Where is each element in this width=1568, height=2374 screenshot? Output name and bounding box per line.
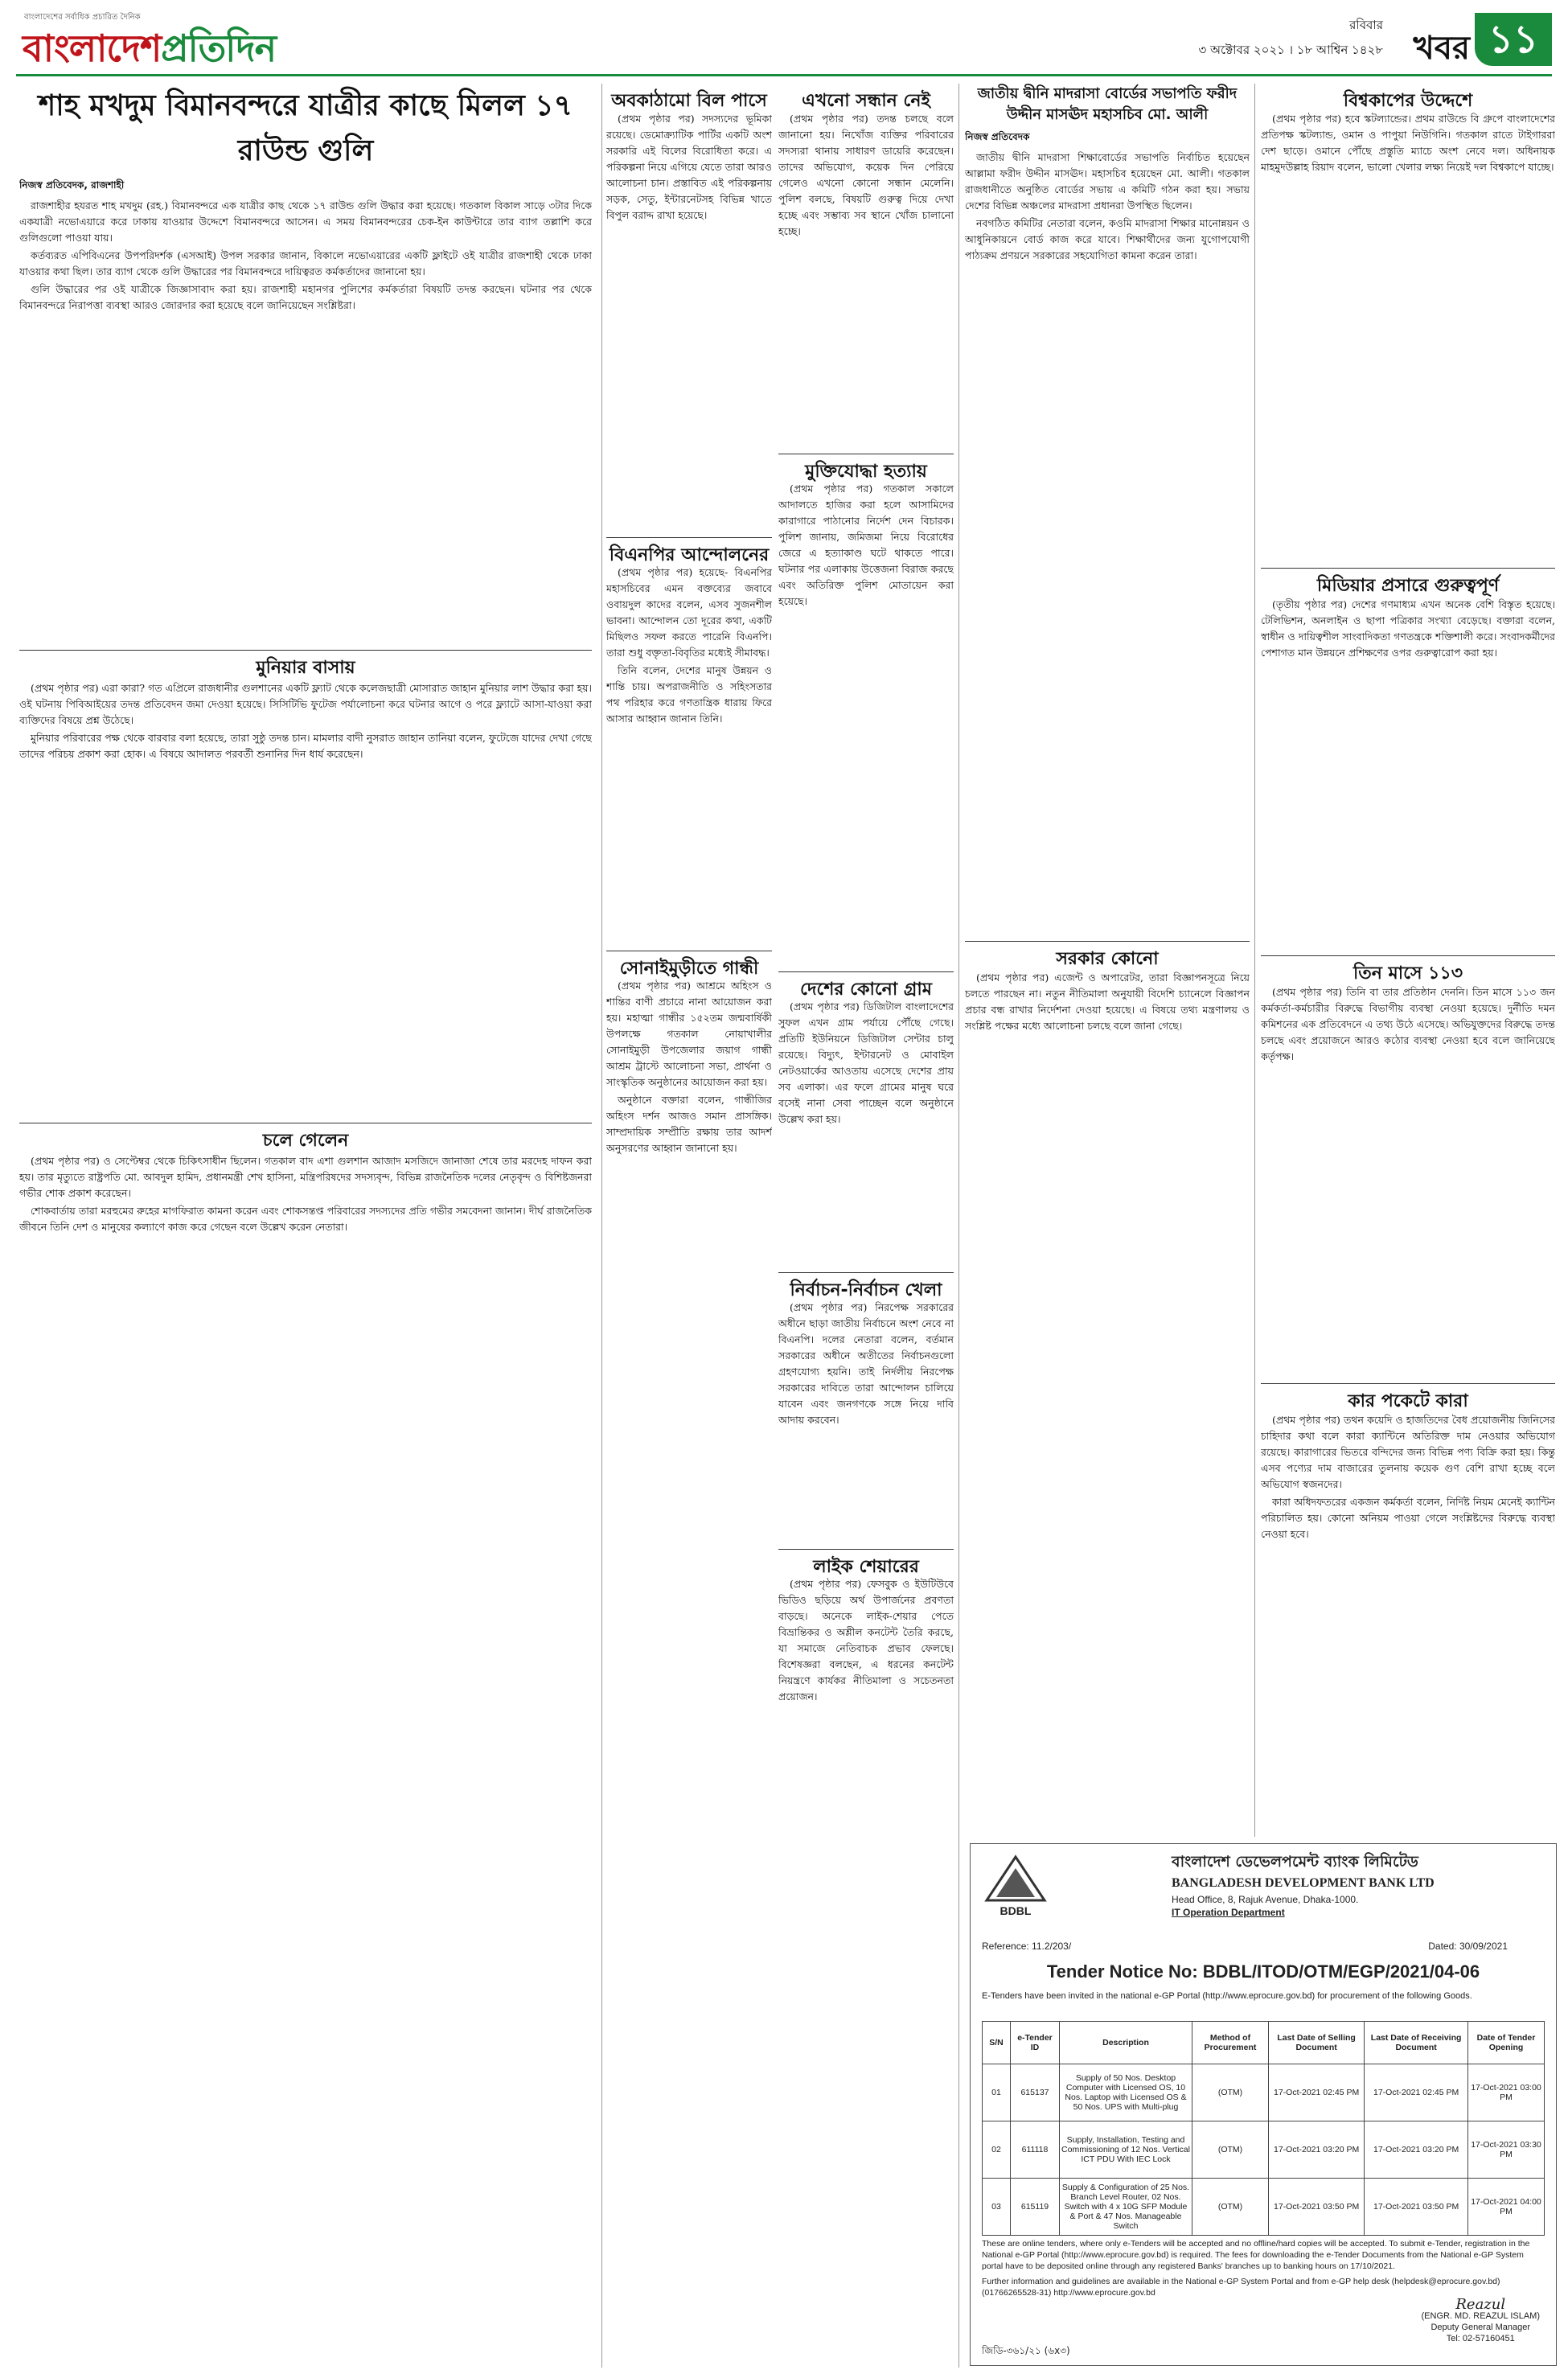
paragraph: জাতীয় দ্বীনি মাদরাসা শিক্ষাবোর্ডের সভাপতি নির্বাচিত হয়েছেন আল্লামা ফরীদ উদ্দীন মাসঊদ। মহাসচিব হয়েছেন মো. আলী। গতকাল রাজধানীতে অনুষ্ঠিত বোর্ডের সভায় এ কমিটি গঠন করা হয়। সভায় দেশের বিভিন্ন অঞ্চলের মাদরাসা প্রধানরা উপস্থিত ছিলেন। xyxy=(965,151,1250,212)
column-header: S/N xyxy=(983,2022,1011,2064)
paragraph: কর্তব্যরত এপিবিএনের উপপরিদর্শক (এসআই) উপল সরকার জানান, বিকালে নভোএয়ারের একটি ফ্লাইটে ওই যাত্রীর রাজশাহী থেকে ঢাকা যাওয়ার কথা ছিল। তার ব্যাগ থেকে গুলি উদ্ধারের পর বিমানবন্দরে দায়িত্বরত কর্মকর্তাদের জানানো হয়। xyxy=(19,249,592,277)
table-cell: 01 xyxy=(983,2064,1011,2121)
paragraph: মুনিয়ার পরিবারের পক্ষ থেকে বারবার বলা হয়েছে, তারা সুষ্ঠু তদন্ত চান। মামলার বাদী নুসরাত জাহান তানিয়া বলেন, ফুটেজে যাদের দেখা গেছে তাদের পরিচয় প্রকাশ করা হোক। এ বিষয়ে আদালত পরবর্তী শুনানির দিন ধার্য করেছেন। xyxy=(19,732,592,760)
dateline xyxy=(1199,16,1383,66)
masthead-divider xyxy=(16,74,1552,76)
table-cell: 615119 xyxy=(1011,2179,1060,2236)
paragraph: নবগঠিত কমিটির নেতারা বলেন, কওমি মাদরাসা শিক্ষার মানোন্নয়ন ও আধুনিকায়নে বোর্ড কাজ করে যাবে। শিক্ষার্থীদের জন্য যুগোপযোগী পাঠ্যক্রম প্রণয়নে সরকারের সহযোগিতা কামনা করেন তারা। xyxy=(965,217,1250,261)
table-cell: Supply of 50 Nos. Desktop Computer with Licensed OS, 10 Nos. Laptop with Licensed OS & 50 Nos. UPS with Multi-plug xyxy=(1060,2064,1192,2121)
signature: Reazul xyxy=(1455,2296,1506,2313)
table-cell: 17-Oct-2021 03:20 PM xyxy=(1365,2121,1468,2179)
table-row xyxy=(983,2121,1545,2179)
paragraph: (প্রথম পৃষ্ঠার পর) ও সেপ্টেম্বর থেকে চিকিৎসাধীন ছিলেন। গতকাল বাদ এশা গুলশান আজাদ মসজিদে জানাজা শেষে তার মরদেহ দাফন করা হয়। তার মৃত্যুতে রাষ্ট্রপতি মো. আবদুল হামিদ, প্রধানমন্ত্রী শেখ হাসিনা, মন্ত্রিপরিষদের সদস্যবৃন্দ, বিভিন্ন রাজনৈতিক দলের নেতৃবৃন্দ ও বিশিষ্টজনরা গভীর শোক প্রকাশ করেছেন। xyxy=(19,1155,592,1199)
table-header-row xyxy=(983,2022,1545,2064)
main-byline: নিজস্ব প্রতিবেদক, রাজশাহী xyxy=(19,179,125,191)
bank-name-en: BANGLADESH DEVELOPMENT BANK LTD xyxy=(1172,1876,1435,1890)
table-cell: 02 xyxy=(983,2121,1011,2179)
paragraph: (প্রথম পৃষ্ঠার পর) এজেন্ট ও অপারেটর, তারা বিজ্ঞাপনসূত্রে নিয়ে চলতে পারছেন না। নতুন নীতিমালা অনুযায়ী বিদেশি চ্যানেলে বিজ্ঞাপন প্রচার বন্ধ রাখার নির্দেশনা দেওয়া হয়েছে। এ বিষয়ে তথ্য মন্ত্রণালয় ও সংশ্লিষ্ট পক্ষের মধ্যে আলোচনা চলছে বলে জানা গেছে। xyxy=(965,971,1250,1032)
column-header: Last Date of Receiving Document xyxy=(1365,2022,1468,2064)
column-header: Description xyxy=(1060,2022,1192,2064)
note: These are online tenders, where only e-Tenders will be accepted and no offline/hard copies will be accepted. To submit e-Tender, registration in the National e-GP Portal (http://www.eprocure.gov.bd) is required. The fees for downloading the e-Tender Documents from the National e-GP System portal have to be deposited online through any registered Banks' branches up to banking hours on 17/10/2021. xyxy=(982,2239,1530,2271)
chole-gelen-headline: চলে গেলেন xyxy=(19,1123,592,1156)
table-cell: 17-Oct-2021 02:45 PM xyxy=(1365,2064,1468,2121)
like-story xyxy=(778,1576,954,2364)
madrasa-headline: জাতীয় দ্বীনি মাদরাসা বোর্ডের সভাপতি ফরীদ উদ্দীন মাসঊদ মহাসচিব মো. আলী xyxy=(977,85,1238,123)
reference: Reference: 11.2/203/ xyxy=(982,1941,1072,1952)
dated: Dated: 30/09/2021 xyxy=(1428,1941,1508,1952)
paragraph: (প্রথম পৃষ্ঠার পর) হয়েছে- বিএনপির মহাসচিবের এমন বক্তব্যের জবাবে ওবায়দুল কাদের বলেন, এসব সুজনশীল ভাবনা। আন্দোলন তো দূরের কথা, একটি মিছিলও সফল করতে পারেনি বিএনপি। তারা শুধু বক্তৃতা-বিবৃতির মধ্যেই সীমাবদ্ধ। xyxy=(606,566,772,659)
table-cell: 17-Oct-2021 03:50 PM xyxy=(1365,2179,1468,2236)
paragraph: (প্রথম পৃষ্ঠার পর) নিরপেক্ষ সরকারের অধীনে ছাড়া জাতীয় নির্বাচনে অংশ নেবে না বিএনপি। দলের নেতারা বলেন, বর্তমান সরকারের অধীনে অতীতের নির্বাচনগুলো গ্রহণযোগ্য হয়নি। তাই নির্দলীয় নিরপেক্ষ সরকারের দাবিতে তারা আন্দোলন চালিয়ে যাবেন এবং জনগণকে সঙ্গে নিয়ে দাবি আদায় করবেন। xyxy=(778,1301,954,1426)
note: Further information and guidelines are available in the National e-GP System Portal and from e-GP help desk (helpdesk@eprocure.gov.bd) (01766265528-31) http://www.eprocure.gov.bd xyxy=(982,2277,1500,2298)
masthead-tagline: বাংলাদেশের সর্বাধিক প্রচারিত দৈনিক xyxy=(24,13,141,22)
section-title: খবর xyxy=(1413,30,1470,67)
logo-text: BDBL xyxy=(999,1904,1032,1917)
paragraph: শোকবার্তায় তারা মরহুমের রুহের মাগফিরাত কামনা করেন এবং শোকসন্তপ্ত পরিবারের সদস্যদের প্রতি গভীর সমবেদনা জানান। দীর্ঘ রাজনৈতিক জীবনে তিনি দেশ ও মানুষের কল্যাণে কাজ করে গেছেন বলে উল্লেখ করেন নেতারা। xyxy=(19,1205,592,1233)
table-cell: 17-Oct-2021 02:45 PM xyxy=(1269,2064,1365,2121)
nirbachon-story xyxy=(778,1300,954,1541)
kar-pocket-story xyxy=(1261,1412,1555,1830)
ekhono-story xyxy=(778,111,954,449)
table-row xyxy=(983,2179,1545,2236)
paragraph: রাজশাহীর হযরত শাহ মখদুম (রহ.) বিমানবন্দরে এক যাত্রীর কাছ থেকে ১৭ রাউন্ড গুলি উদ্ধার করা হয়েছে। গতকাল বিকাল সাড়ে ৩টার দিকে একযাত্রী নভোএয়ারে করে ঢাকায় যাওয়ার উদ্দেশে বিমানবন্দরে আসেন। এ সময় বিমানবন্দরের চেক-ইন কাউন্টারে তার ব্যাগ তল্লাশি করে গুলিগুলো পাওয়া যায়। xyxy=(19,199,592,244)
paragraph: (প্রথম পৃষ্ঠার পর) তথন কয়েদি ও হাজতিদের বৈধ প্রয়োজনীয় জিনিসের চাহিদার কথা বলে কারা ক্যান্টিনে অতিরিক্ত দাম নেওয়ার অভিযোগ রয়েছে। কারাগারের ভিতরে বন্দিদের জন্য বিভিন্ন পণ্য বিক্রি করা হয়। কিন্তু এসব পণ্যের দাম বাজারের তুলনায় কয়েক গুণ বেশি রাখা হচ্ছে বলে অভিযোগ স্বজনদের। xyxy=(1261,1414,1555,1490)
muniya-story xyxy=(19,680,592,1115)
table-cell: 17-Oct-2021 03:20 PM xyxy=(1269,2121,1365,2179)
paragraph: (প্রথম পৃষ্ঠার পর) আশ্রমে অহিংস ও শান্তির বাণী প্রচারে নানা আয়োজন করা হয়। মহাত্মা গান্ধীর ১৫২তম জন্মবার্ষিকী উপলক্ষে গতকাল নোয়াখালীর সোনাইমুড়ী উপজেলার জয়াগ গান্ধী আশ্রম ট্রাস্টে আলোচনা সভা, প্রার্থনা ও সাংস্কৃতিক অনুষ্ঠানের আয়োজন করা হয়। xyxy=(606,980,772,1088)
tender-table xyxy=(982,2021,1545,2236)
table-cell: 611118 xyxy=(1011,2121,1060,2179)
bnp-headline: বিএনপির আন্দোলনের xyxy=(606,537,772,571)
bnp-story xyxy=(606,565,772,943)
obokathamo-story xyxy=(606,111,772,529)
paragraph: (প্রথম পৃষ্ঠার পর) তিনি বা তার প্রতিষ্ঠান দেননি। তিন মাসে ১১৩ জন কর্মকর্তা-কর্মচারীর বিরুদ্ধে বিভাগীয় ব্যবস্থা নেওয়া হয়েছে। দুর্নীতি দমন কমিশনের এক প্রতিবেদনে এ তথ্য উঠে এসেছে। অভিযুক্তদের বিরুদ্ধে তদন্ত চলছে এবং প্রয়োজনে আরও কঠোর ব্যবস্থা নেওয়া হবে বলে জানিয়েছে কর্তৃপক্ষ। xyxy=(1261,986,1555,1062)
muktijoddha-story xyxy=(778,481,954,963)
table-cell: (OTM) xyxy=(1192,2179,1269,2236)
column-header: e-Tender ID xyxy=(1011,2022,1060,2064)
bishwakap-story xyxy=(1261,111,1555,561)
column-divider xyxy=(601,84,602,2368)
paragraph: (প্রথম পৃষ্ঠার পর) ডিজিটাল বাংলাদেশের সুফল এখন গ্রাম পর্যায়ে পৌঁছে গেছে। প্রতিটি ইউনিয়নে ডিজিটাল সেন্টার চালু রয়েছে। বিদ্যুৎ, ইন্টারনেট ও মোবাইল নেটওয়ার্কের আওতায় এসেছে দেশের প্রায় সব এলাকা। এর ফলে গ্রামের মানুষ ঘরে বসেই নানা সেবা পাচ্ছেন বলে অনুষ্ঠানে উল্লেখ করা হয়। xyxy=(778,1000,954,1125)
masthead-logo xyxy=(23,21,276,82)
dfp-id: জিডি-৩৬১/২১ (৬x৩) xyxy=(982,2345,1070,2356)
signer-tel: Tel: 02-57160451 xyxy=(1446,2334,1515,2343)
kar-pocket-headline: কার পকেটে কারা xyxy=(1261,1383,1555,1417)
paragraph: গুলি উদ্ধারের পর ওই যাত্রীকে জিজ্ঞাসাবাদ করা হয়। রাজশাহী মহানগর পুলিশের কর্মকর্তারা বিষয়টি তদন্ত করছেন। ঘটনার পর থেকে বিমানবন্দরে নিরাপত্তা ব্যবস্থা আরও জোরদার করা হয়েছে বলে জানিয়েছেন সংশ্লিষ্টরা। xyxy=(19,283,592,311)
page-number: ১১ xyxy=(1475,13,1552,66)
tin-mase-story xyxy=(1261,984,1555,1377)
column-header: Method of Procurement xyxy=(1192,2022,1269,2064)
ekhono-headline: এখনো সন্ধান নেই xyxy=(802,91,930,111)
column-divider xyxy=(1254,84,1255,1837)
madrasa-story xyxy=(965,84,1250,936)
desh-story xyxy=(778,999,954,1264)
table-cell: 17-Oct-2021 03:30 PM xyxy=(1467,2121,1544,2179)
bishwakap-headline: বিশ্বকাপের উদ্দেশে xyxy=(1343,91,1473,111)
tender-title: Tender Notice No: BDBL/ITOD/OTM/EGP/2021/04-06 xyxy=(1046,1961,1480,1982)
gandhi-headline: সোনাইমুড়ীতে গান্ধী xyxy=(606,951,772,984)
sarkar-story xyxy=(965,970,1250,1830)
sarkar-headline: সরকার কোনো xyxy=(965,941,1250,975)
signer-name: (ENGR. MD. REAZUL ISLAM) xyxy=(1421,2311,1540,2321)
bdbl-logo-icon xyxy=(982,1852,1049,1920)
table-cell: (OTM) xyxy=(1192,2064,1269,2121)
like-headline: লাইক শেয়ারের xyxy=(778,1549,954,1583)
tender-notice xyxy=(970,1843,1557,2366)
paragraph: (প্রথম পৃষ্ঠার পর) গতকাল সকালে আদালতে হাজির করা হলে আসামিদের কারাগারে পাঠানোর নির্দেশ দেন বিচারক। পুলিশ জানায়, জমিজমা নিয়ে বিরোধের জেরে এ হত্যাকাণ্ড ঘটে থাকতে পারে। ঘটনার পর এলাকায় উত্তেজনা বিরাজ করছে এবং অতিরিক্ত পুলিশ মোতায়েন করা হয়েছে। xyxy=(778,483,954,607)
paragraph: (প্রথম পৃষ্ঠার পর) হবে স্কটল্যান্ডের। প্রথম রাউন্ডে বি গ্রুপে বাংলাদেশের প্রতিপক্ষ স্কটল্যান্ড, ওমান ও পাপুয়া নিউগিনি। গতকাল রাতে টাইগাররা দেশ ছাড়ে। ওমানে পৌঁছে প্রস্তুতি ম্যাচে অংশ নেবে দল। অধিনায়ক মাহমুদউল্লাহ রিয়াদ বলেন, ভালো খেলার লক্ষ্য নিয়েই দল বিশ্বকাপে যাচ্ছে। xyxy=(1261,113,1555,173)
table-cell: 17-Oct-2021 04:00 PM xyxy=(1467,2179,1544,2236)
muniya-headline: মুনিয়ার বাসায় xyxy=(19,650,592,684)
paragraph: (তৃতীয় পৃষ্ঠার পর) দেশের গণমাধ্যম এখন অনেক বেশি বিস্তৃত হয়েছে। টেলিভিশন, অনলাইন ও ছাপা পত্রিকার সংখ্যা বেড়েছে। বক্তারা বলেন, স্বাধীন ও দায়িত্বশীল সাংবাদিকতা গণতন্ত্রকে শক্তিশালী করে। সংবাদকর্মীদের পেশাগত মান উন্নয়নে প্রশিক্ষণের ওপর গুরুত্বারোপ করা হয়। xyxy=(1261,598,1555,659)
column-header: Date of Tender Opening xyxy=(1467,2022,1544,2064)
media-story xyxy=(1261,597,1555,949)
muktijoddha-headline: মুক্তিযোদ্ধা হত্যায় xyxy=(778,454,954,487)
table-cell: Supply & Configuration of 25 Nos. Branch Level Router, 02 Nos. Switch with 4 x 10G SFP Module & Port & 47 Nos. Manageable Switch xyxy=(1060,2179,1192,2236)
table-cell: 03 xyxy=(983,2179,1011,2236)
paragraph: (প্রথম পৃষ্ঠার পর) ফেসবুক ও ইউটিউবে ভিডিও ছড়িয়ে অর্থ উপার্জনের প্রবণতা বাড়ছে। অনেকে লাইক-শেয়ার পেতে বিভ্রান্তিকর ও অশ্লীল কনটেন্ট তৈরি করছে, যা সমাজে নেতিবাচক প্রভাব ফেলছে। বিশেষজ্ঞরা বলছেন, এ ধরনের কনটেন্ট নিয়ন্ত্রণে কার্যকর নীতিমালা ও সচেতনতা প্রয়োজন। xyxy=(778,1578,954,1702)
main-story xyxy=(19,84,592,727)
bank-name-bn: বাংলাদেশ ডেভেলপমেন্ট ব্যাংক লিমিটেড xyxy=(1172,1853,1418,1871)
logo-red-text: বাংলাদেশ xyxy=(23,27,162,70)
signature-block xyxy=(1421,2296,1541,2344)
table-cell: 615137 xyxy=(1011,2064,1060,2121)
nirbachon-headline: নির্বাচন-নির্বাচন খেলা xyxy=(778,1272,954,1306)
tin-mase-headline: তিন মাসে ১১৩ xyxy=(1261,955,1555,989)
paragraph: তিনি বলেন, দেশের মানুষ উন্নয়ন ও শান্তি চায়। অপরাজনীতি ও সহিংসতার পথ পরিহার করে গণতান্ত্রিক ধারায় ফিরে আসার আহ্বান জানান তিনি। xyxy=(606,664,772,725)
table-cell: Supply, Installation, Testing and Commissioning of 12 Nos. Vertical ICT PDU With IEC Lock xyxy=(1060,2121,1192,2179)
desh-headline: দেশের কোনো গ্রাম xyxy=(778,971,954,1005)
masthead xyxy=(16,6,1552,80)
table-row xyxy=(983,2064,1545,2121)
media-headline: মিডিয়ার প্রসারে গুরুত্বপূর্ণ xyxy=(1261,568,1555,602)
paragraph: (প্রথম পৃষ্ঠার পর) সদস্যদের ভূমিকা রয়েছে। ডেমোক্র্যাটিক পার্টির একটি অংশ সরকারি এই বিলের বিরোধিতা করে। এ পরিকল্পনা নিয়ে এগিয়ে যেতে তারা আরও আলোচনা চান। প্রস্তাবিত এই পরিকল্পনায় সড়ক, সেতু, ইন্টারনেটসহ বিভিন্ন খাতে বিপুল বরাদ্দ রাখা হয়েছে। xyxy=(606,113,772,221)
column-header: Last Date of Selling Document xyxy=(1269,2022,1365,2064)
column-divider xyxy=(958,84,959,2368)
bank-address: Head Office, 8, Rajuk Avenue, Dhaka-1000. xyxy=(1172,1894,1359,1905)
chole-gelen-story xyxy=(19,1153,592,2360)
paragraph: কারা অধিদফতরের একজন কর্মকর্তা বলেন, নির্দিষ্ট নিয়ম মেনেই ক্যান্টিন পরিচালিত হয়। কোনো অনিয়ম পাওয়া গেলে সংশ্লিষ্টদের বিরুদ্ধে ব্যবস্থা নেওয়া হবে। xyxy=(1261,1496,1555,1540)
paragraph: (প্রথম পৃষ্ঠার পর) তদন্ত চলছে বলে জানানো হয়। নিখোঁজ ব্যক্তির পরিবারের সদস্যরা থানায় সাধারণ ডায়েরি করেছেন। তাদের অভিযোগ, কয়েক দিন পেরিয়ে গেলেও এখনো কোনো সন্ধান মেলেনি। পুলিশ বলছে, বিষয়টি গুরুত্ব দিয়ে দেখা হচ্ছে এবং সম্ভাব্য সব স্থানে খোঁজ চালানো হচ্ছে। xyxy=(778,113,954,237)
paragraph: (প্রথম পৃষ্ঠার পর) এরা কারা? গত এপ্রিলে রাজধানীর গুলশানের একটি ফ্ল্যাট থেকে কলেজছাত্রী মোসারাত জাহান মুনিয়ার লাশ উদ্ধার করা হয়। ওই ঘটনায় পিবিআইয়ের তদন্ত প্রতিবেদন জমা দেওয়া হয়েছে। সিসিটিভি ফুটেজ পর্যালোচনা করে ঘটনার আগে ও পরে ফ্ল্যাটে আসা-যাওয়া করা ব্যক্তিদের বিষয়ে প্রশ্ন উঠেছে। xyxy=(19,682,592,726)
date: ৩ অক্টোবর ২০২১ । ১৮ আশ্বিন ১৪২৮ xyxy=(1198,43,1383,57)
main-headline: শাহ মখদুম বিমানবন্দরে যাত্রীর কাছে মিলল ১৭ রাউন্ড গুলি xyxy=(38,89,573,167)
madrasa-byline: নিজস্ব প্রতিবেদক xyxy=(965,131,1030,142)
logo-green-text: প্রতিদিন xyxy=(161,27,277,70)
tender-intro: E-Tenders have been invited in the national e-GP Portal (http://www.eprocure.gov.bd) for procurement of the following Goods. xyxy=(982,1991,1472,2001)
table-cell: (OTM) xyxy=(1192,2121,1269,2179)
table-cell: 17-Oct-2021 03:00 PM xyxy=(1467,2064,1544,2121)
paragraph: অনুষ্ঠানে বক্তারা বলেন, গান্ধীজির অহিংস দর্শন আজও সমান প্রাসঙ্গিক। সাম্প্রদায়িক সম্প্রীতি রক্ষায় তার আদর্শ অনুসরণের আহ্বান জানানো হয়। xyxy=(606,1094,772,1154)
gandhi-story xyxy=(606,978,772,2361)
department: IT Operation Department xyxy=(1172,1907,1285,1918)
obokathamo-headline: অবকাঠামো বিল পাসে xyxy=(611,91,767,111)
table-cell: 17-Oct-2021 03:50 PM xyxy=(1269,2179,1365,2236)
signer-title: Deputy General Manager xyxy=(1430,2323,1530,2332)
tender-notes xyxy=(982,2238,1545,2302)
day: রবিবার xyxy=(1349,18,1383,32)
